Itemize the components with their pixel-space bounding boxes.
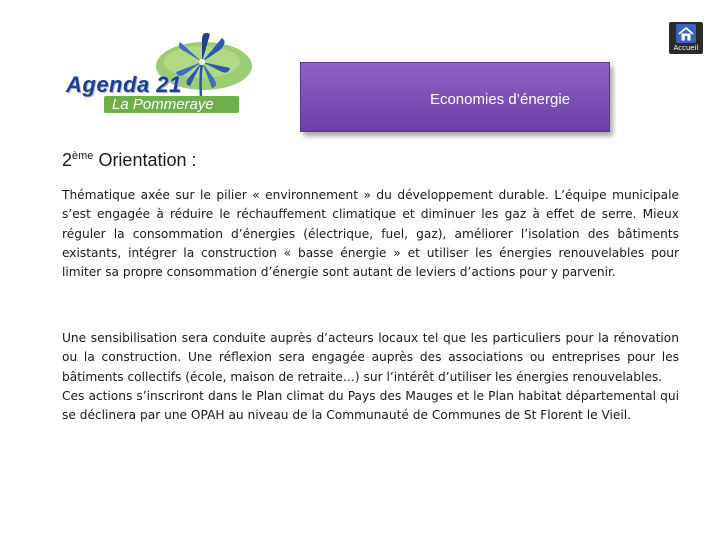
home-icon (676, 24, 696, 43)
paragraph-text: Une sensibilisation sera conduite auprès d’acteurs locaux tel que les particuliers pour la rénovation ou la construction. Une réflexion sera engagée auprès des associations ou entreprises pour les bâtiments collectifs (école, maison de retraite…) sur l’intérêt d’utiliser les énergies renouvelables. (62, 331, 679, 384)
orientation-suffix: ème (72, 150, 94, 162)
agenda21-logo (52, 28, 252, 120)
paragraph-thematique (62, 186, 679, 282)
paragraph-text: Thématique axée sur le pilier « environnement » du développement durable. L’équipe municipale s’est engagée à réduire le réchauffement climatique et diminuer les gaz à effet de serre. Mieux réguler la consommation d’énergies (électrique, fuel, gaz), améliorer l’isolation des bâtiments existants, intégrer la construction « basse énergie » et utiliser les énergies renouvelables pour limiter sa propre consommation d’énergie sont autant de leviers d’actions pour y parvenir. (62, 188, 679, 280)
paragraph-text: Ces actions s’inscriront dans le Plan climat du Pays des Mauges et le Plan habitat départemental qui se déclinera par une OPAH au niveau de la Communauté de Communes de St Florent le Vieil. (62, 388, 679, 423)
home-button[interactable] (669, 22, 703, 54)
orientation-heading (62, 150, 197, 171)
logo-subtitle: La Pommeraye (112, 96, 214, 113)
orientation-number: 2 (62, 150, 73, 170)
page-header-banner (300, 62, 610, 132)
paragraph-sensibilisation (62, 329, 679, 425)
logo-title: Agenda 21 (66, 72, 182, 97)
home-button-label: Accueil (673, 44, 699, 52)
orientation-label: Orientation : (98, 150, 197, 170)
page-title: Economies d’énergie (429, 90, 571, 108)
